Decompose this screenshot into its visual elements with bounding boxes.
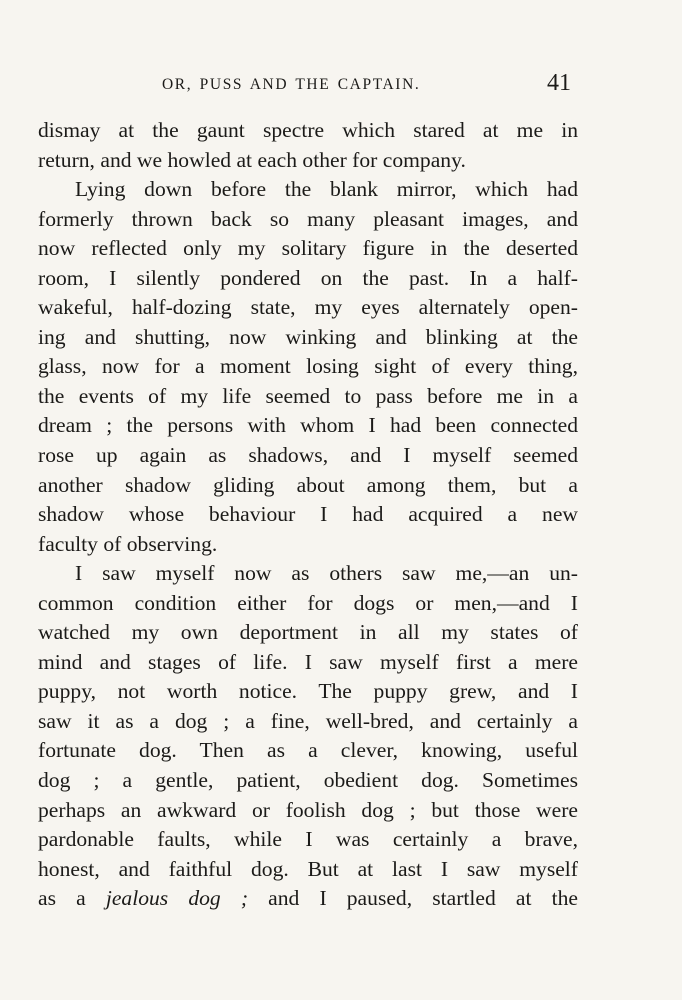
text-line: shadow whose behaviour I had acquired a new — [38, 502, 578, 527]
text-line: room, I silently pondered on the past. In a half- — [38, 265, 578, 290]
text-line: pardonable faults, while I was certainly a brave, — [38, 827, 578, 852]
page-number: 41 — [547, 70, 571, 96]
italic-emphasis: jealous dog ; — [105, 886, 249, 911]
text-line-final — [38, 884, 578, 914]
text-line: rose up again as shadows, and I myself seemed — [38, 443, 578, 468]
text-line: formerly thrown back so many pleasant images, and — [38, 206, 578, 231]
running-title: OR, PUSS AND THE CAPTAIN. — [162, 76, 421, 93]
text-line: dismay at the gaunt spectre which stared at me in — [38, 118, 578, 142]
text-line: perhaps an awkward or foolish dog ; but those were — [38, 797, 578, 822]
text-line: puppy, not worth notice. The puppy grew, and I — [38, 679, 578, 704]
text-line: saw it as a dog ; a fine, well-bred, and certainly a — [38, 708, 578, 733]
text-line: glass, now for a moment losing sight of every thing, — [38, 354, 578, 379]
text-line: dog ; a gentle, patient, obedient dog. Sometimes — [38, 768, 578, 793]
text-line: faculty of observing. — [38, 531, 218, 556]
text-line: wakeful, half-dozing state, my eyes alternately open- — [38, 295, 578, 320]
text-segment: as a — [38, 886, 86, 911]
text-line: the events of my life seemed to pass before me in a — [38, 383, 578, 408]
text-line: fortunate dog. Then as a clever, knowing, useful — [38, 738, 578, 763]
text-line: common condition either for dogs or men,—and I — [38, 590, 578, 615]
text-line: watched my own deportment in all my states of — [38, 620, 578, 645]
running-head — [0, 70, 682, 100]
paragraph-first-line: Lying down before the blank mirror, which had — [75, 177, 578, 202]
text-line: mind and stages of life. I saw myself first a mere — [38, 649, 578, 674]
paragraph-first-line: I saw myself now as others saw me,—an un- — [75, 561, 578, 586]
text-line: dream ; the persons with whom I had been connected — [38, 413, 578, 438]
body-text — [38, 116, 578, 914]
text-line: return, and we howled at each other for company. — [38, 147, 466, 172]
text-line: now reflected only my solitary figure in the deserted — [38, 236, 578, 261]
text-line: another shadow gliding about among them, but a — [38, 472, 578, 497]
text-line: honest, and faithful dog. But at last I saw myself — [38, 856, 578, 881]
text-segment: and I paused, startled at the — [268, 886, 578, 911]
text-line: ing and shutting, now winking and blinking at the — [38, 324, 578, 349]
